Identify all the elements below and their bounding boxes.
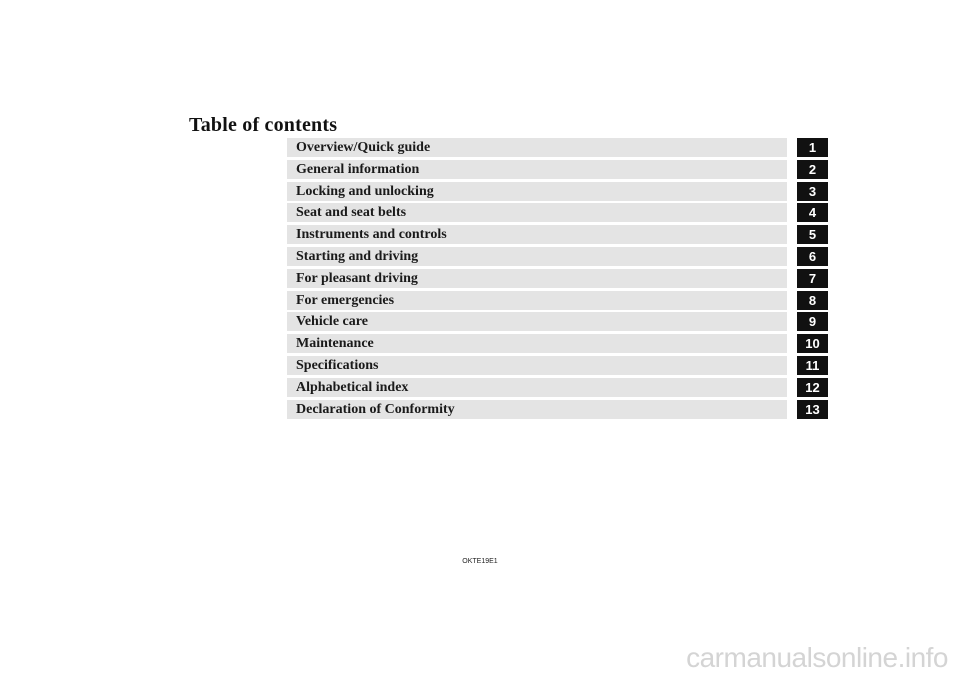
toc-item-label: Overview/Quick guide <box>287 138 787 157</box>
toc-item-label: Instruments and controls <box>287 225 787 244</box>
toc-section-number: 4 <box>797 203 828 222</box>
toc-item-label: Locking and unlocking <box>287 182 787 201</box>
toc-item-label: General information <box>287 160 787 179</box>
page-title: Table of contents <box>189 114 338 136</box>
toc-item-label: For emergencies <box>287 291 787 310</box>
toc-section-number: 8 <box>797 291 828 310</box>
toc-item-instruments[interactable] <box>287 225 828 244</box>
toc-item-label: Starting and driving <box>287 247 787 266</box>
toc-item-starting-driving[interactable] <box>287 247 828 266</box>
toc-item-alphabetical-index[interactable] <box>287 378 828 397</box>
toc-item-specifications[interactable] <box>287 356 828 375</box>
site-watermark: carmanualsonline.info <box>686 642 948 673</box>
toc-item-label: Seat and seat belts <box>287 203 787 222</box>
toc-item-locking[interactable] <box>287 182 828 201</box>
toc-list <box>287 138 828 421</box>
toc-section-number: 3 <box>797 182 828 201</box>
toc-item-general-information[interactable] <box>287 160 828 179</box>
toc-section-number: 10 <box>797 334 828 353</box>
toc-section-number: 9 <box>797 312 828 331</box>
toc-section-number: 13 <box>797 400 828 419</box>
toc-item-declaration-of-conformity[interactable] <box>287 400 828 419</box>
toc-item-label: Maintenance <box>287 334 787 353</box>
toc-section-number: 12 <box>797 378 828 397</box>
toc-item-emergencies[interactable] <box>287 291 828 310</box>
toc-section-number: 11 <box>797 356 828 375</box>
toc-item-label: For pleasant driving <box>287 269 787 288</box>
toc-item-label: Vehicle care <box>287 312 787 331</box>
toc-section-number: 6 <box>797 247 828 266</box>
toc-item-pleasant-driving[interactable] <box>287 269 828 288</box>
toc-item-vehicle-care[interactable] <box>287 312 828 331</box>
toc-item-label: Specifications <box>287 356 787 375</box>
toc-section-number: 7 <box>797 269 828 288</box>
toc-section-number: 2 <box>797 160 828 179</box>
toc-item-label: Alphabetical index <box>287 378 787 397</box>
toc-item-overview[interactable] <box>287 138 828 157</box>
document-code: OKTE19E1 <box>462 558 498 565</box>
toc-item-seats[interactable] <box>287 203 828 222</box>
toc-section-number: 1 <box>797 138 828 157</box>
toc-item-maintenance[interactable] <box>287 334 828 353</box>
toc-item-label: Declaration of Conformity <box>287 400 787 419</box>
toc-section-number: 5 <box>797 225 828 244</box>
